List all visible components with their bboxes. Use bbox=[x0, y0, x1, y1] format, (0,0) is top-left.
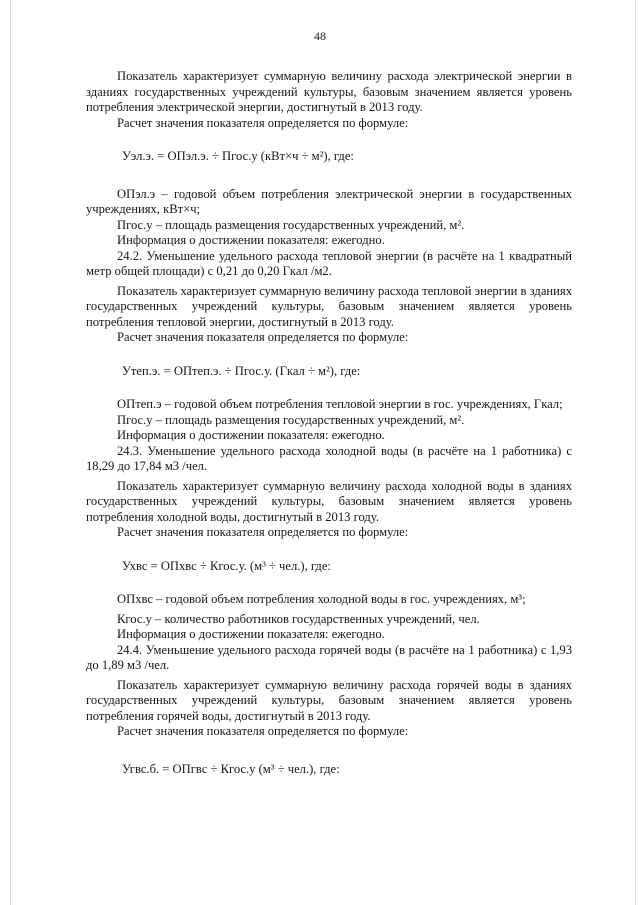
scan-edge-left bbox=[10, 0, 11, 905]
heading-24-2: 24.2. Уменьшение удельного расхода тепловой энергии (в расчёте на 1 квадратный метр общей площади) с 0,21 до 0,20 Гкал /м2. bbox=[86, 248, 572, 278]
formula-intro-hot-water: Расчет значения показателя определяется по формуле: bbox=[117, 724, 409, 738]
document-body bbox=[86, 69, 572, 777]
info-frequency-electric: Информация о достижении показателя: ежегодно. bbox=[117, 233, 385, 247]
paragraph-electric-description: Показатель характеризует суммарную величину расхода электрической энергии в зданиях государственных учреждений культуры, базовым значением является уровень потребления электрической энергии, достигнутый в 2013 году. bbox=[86, 69, 572, 114]
paragraph-hot-water-description: Показатель характеризует суммарную величину расхода горячей воды в зданиях государственных учреждений культуры, базовым значением является уровень потребления горячей воды, достигнутый в 2013 году. bbox=[86, 677, 572, 723]
info-frequency-cold-water: Информация о достижении показателя: ежегодно. bbox=[117, 627, 385, 641]
info-frequency-heat: Информация о достижении показателя: ежегодно. bbox=[117, 428, 385, 442]
definition-op-heat: ОПтеп.э – годовой объем потребления тепловой энергии в гос. учреждениях, Гкал; bbox=[117, 397, 563, 411]
definition-op-electric: ОПэл.э – годовой объем потребления электрической энергии в государственных учреждениях, кВт×ч; bbox=[86, 186, 572, 216]
page-number: 48 bbox=[314, 29, 326, 43]
formula-intro-cold-water: Расчет значения показателя определяется по формуле: bbox=[117, 525, 409, 539]
heading-24-3: 24.3. Уменьшение удельного расхода холодной воды (в расчёте на 1 работника) с 18,29 до 17,84 м3 /чел. bbox=[86, 443, 572, 473]
formula-cold-water: Ухвс = ОПхвс ÷ Кгос.у. (м³ ÷ чел.), где: bbox=[122, 558, 331, 573]
definition-area-electric: Пгос.у – площадь размещения государственных учреждений, м². bbox=[117, 217, 465, 232]
formula-hot-water: Угвс.б. = ОПгвс ÷ Кгос.у (м³ ÷ чел.), где: bbox=[122, 761, 340, 776]
formula-intro-electric: Расчет значения показателя определяется по формуле: bbox=[117, 115, 409, 130]
formula-electric: Уэл.э. = ОПэл.э. ÷ Пгос.у (кВт×ч ÷ м²), где: bbox=[122, 149, 354, 163]
paragraph-cold-water-description: Показатель характеризует суммарную величину расхода холодной воды в зданиях государственных учреждений культуры, базовым значением является уровень потребления холодной воды, достигнутый в 2013 году. bbox=[86, 478, 572, 524]
heading-24-4: 24.4. Уменьшение удельного расхода горячей воды (в расчёте на 1 работника) с 1,93 до 1,89 м3 /чел. bbox=[86, 642, 572, 672]
scan-edge-right bbox=[635, 0, 636, 905]
formula-intro-heat: Расчет значения показателя определяется по формуле: bbox=[117, 330, 409, 344]
paragraph-heat-description: Показатель характеризует суммарную величину расхода тепловой энергии в зданиях государственных учреждений культуры, базовым значением является уровень потребления тепловой энергии, достигнутый в 2013 году. bbox=[86, 283, 572, 329]
definition-op-cold-water: ОПхвс – годовой объем потребления холодной воды в гос. учреждениях, м³; bbox=[117, 592, 526, 606]
definition-area-heat: Пгос.у – площадь размещения государственных учреждений, м². bbox=[117, 412, 465, 427]
definition-staff-cold-water: Кгос.у – количество работников государственных учреждений, чел. bbox=[117, 611, 480, 626]
formula-heat: Утеп.э. = ОПтеп.э. ÷ Пгос.у. (Гкал ÷ м²), где: bbox=[122, 363, 361, 378]
